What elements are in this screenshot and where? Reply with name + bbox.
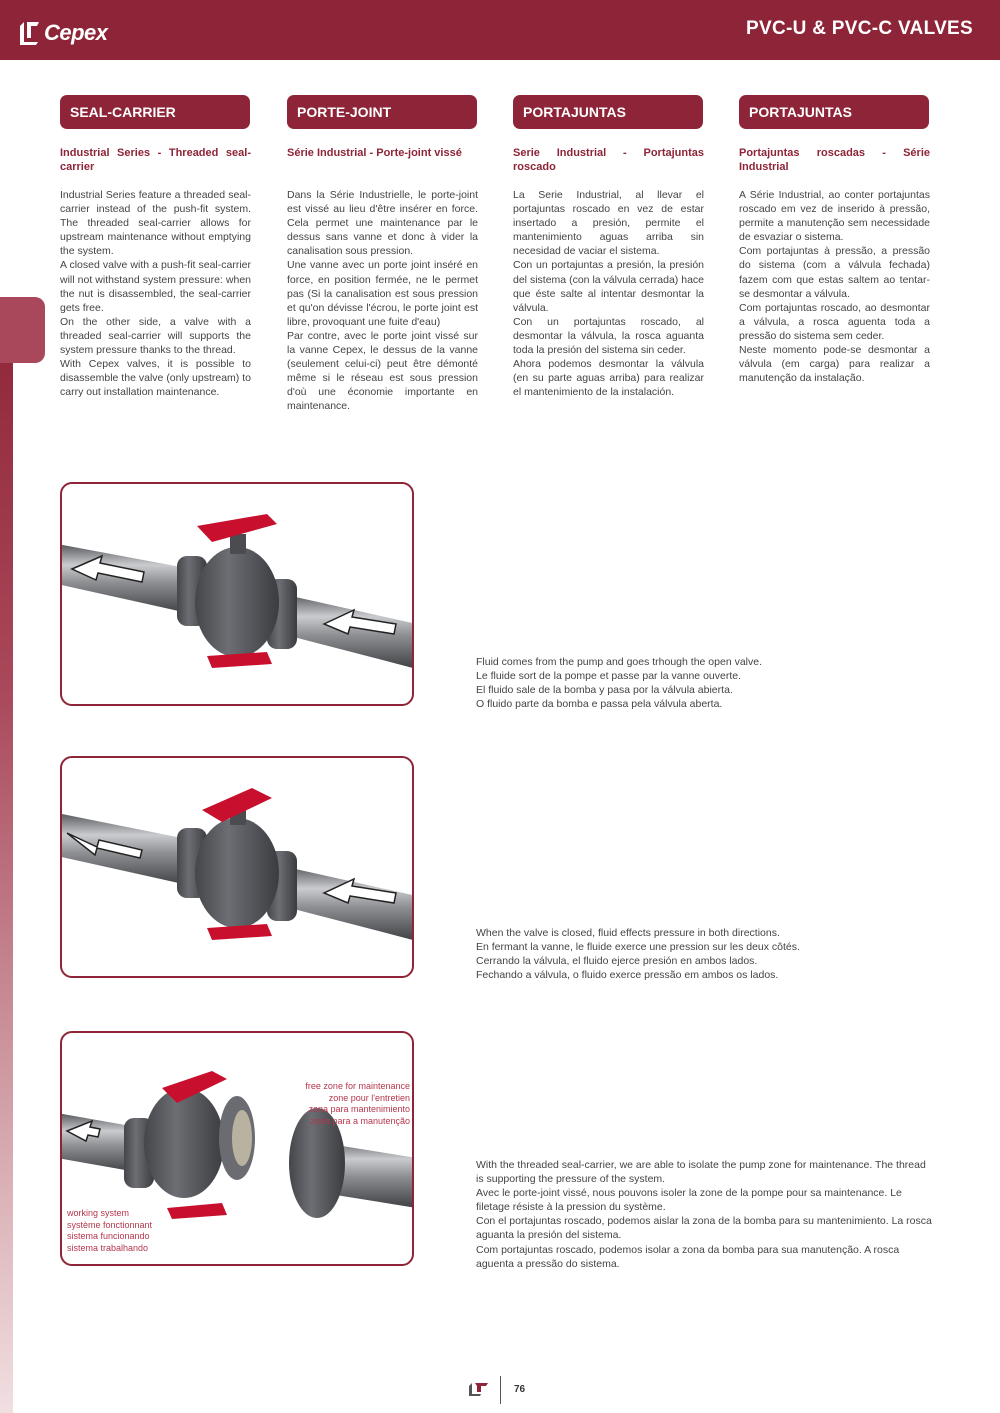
- column-heading-es: PORTAJUNTAS: [513, 95, 703, 129]
- column-subheading-fr: Série Industrial - Porte-joint vissé: [287, 147, 462, 159]
- paragraph: Dans la Série Industrielle, le porte-joint est vissé au lieu d'être insérer en force. Cela permet une maintenance par le dessus sans vanne et donc à vider la canalisation sous pression.: [287, 189, 478, 258]
- side-gradient-bar: [0, 297, 13, 1413]
- caption-line: Avec le porte-joint vissé, nous pouvons isoler la zone de la pompe pour sa maintenance. Le filetage résiste à la pression du système.: [476, 1187, 902, 1214]
- caption-line: Cerrando la válvula, el fluido ejerce presión en ambos lados.: [476, 955, 758, 968]
- label-line: sistema funcionando: [67, 1231, 150, 1241]
- label-line: zone pour l'entretien: [328, 1092, 410, 1103]
- caption-line: En fermant la vanne, le fluide exerce une pression sur les deux côtés.: [476, 941, 800, 954]
- paragraph: Une vanne avec un porte joint inséré en force, en position fermée, ne le permet pas (Si la canalisation est sous pression et qu'on dévisse l'écrou, le porte joint est libre, provoquant une fuite d'eau): [287, 259, 478, 328]
- paragraph: With Cepex valves, it is possible to disassemble the valve (only upstream) to carry out installation maintenance.: [60, 358, 251, 399]
- cepex-logo-icon: [18, 20, 40, 46]
- caption-open-valve: [476, 655, 936, 711]
- footer-logo-icon: [468, 1382, 490, 1396]
- caption-line: Fechando a válvula, o fluido exerce pressão em ambos os lados.: [476, 969, 779, 982]
- caption-line: El fluido sale de la bomba y pasa por la válvula abierta.: [476, 684, 733, 697]
- caption-line: Le fluide sort de la pompe et passe par la vanne ouverte.: [476, 670, 742, 683]
- paragraph: Industrial Series feature a threaded seal-carrier instead of the push-fit system. The threaded seal-carrier allows for upstream maintenance without emptying the system.: [60, 189, 251, 258]
- paragraph: Par contre, avec le porte joint vissé sur la vanne Cepex, le dessus de la vanne (seulement celui-ci) peut être démonté même si le réseau est sous pression d'où une économie importante en maintenance.: [287, 329, 478, 413]
- column-body-pt: [739, 188, 930, 385]
- column-heading-pt: PORTAJUNTAS: [739, 95, 929, 129]
- column-body-fr: [287, 188, 478, 414]
- side-tab: [0, 297, 45, 363]
- column-heading-fr: PORTE-JOINT: [287, 95, 477, 129]
- paragraph: On the other side, a valve with a threaded seal-carrier will supports the system pressure thanks to the thread.: [60, 315, 251, 357]
- paragraph: A closed valve with a push-fit seal-carrier will not withstand system pressure: when the nut is disassembled, the seal-carrier gets free.: [60, 259, 251, 314]
- column-subheading-en: Industrial Series - Threaded seal-carrier: [60, 147, 251, 173]
- working-system-label: [67, 1208, 197, 1254]
- column-body-en: [60, 188, 251, 399]
- column-heading-en: SEAL-CARRIER: [60, 95, 250, 129]
- label-line: sistema trabalhando: [67, 1242, 149, 1253]
- paragraph: Ahora podemos desmontar la válvula (en su parte aguas arriba) para realizar el mantenimiento de la instalación.: [513, 358, 704, 399]
- paragraph: Com portajuntas à pressão, a pressão do sistema (com a válvula fechada) fazem com que estas saltem ao tentar-se desmontar a válvula.: [739, 245, 930, 300]
- paragraph: A Série Industrial, ao conter portajuntas roscado em vez de inserido à pressão, permite a manutenção sem necessidade de esvaziar o sistema.: [739, 189, 930, 244]
- valve-body: [195, 818, 279, 928]
- paragraph: Com portajuntas roscado, ao desmontar a válvula, a rosca aguenta toda a pressão do sistema sem ceder.: [739, 301, 930, 342]
- caption-disassembled: [476, 1158, 936, 1271]
- caption-line: Com portajuntas roscado, podemos isolar a zona da bomba para sua manutenção. A rosca aguenta a pressão do sistema.: [476, 1243, 900, 1270]
- footer-divider: [500, 1376, 501, 1404]
- label-line: working system: [67, 1208, 130, 1218]
- paragraph: Neste momento pode-se desmontar a válvula (em carga) para realizar a manutenção da instalação.: [739, 344, 930, 385]
- label-line: free zone for maintenance: [305, 1081, 410, 1091]
- column-body-es: [513, 188, 704, 399]
- page-number: 76: [514, 1384, 526, 1395]
- caption-line: O fluido parte da bomba e passa pela válvula aberta.: [476, 698, 723, 711]
- closed-valve-illustration: [60, 756, 414, 978]
- handle-bottom: [207, 652, 272, 668]
- caption-closed-valve: [476, 926, 936, 982]
- logo-text: Cepex: [44, 20, 108, 45]
- free-zone-label: [258, 1081, 410, 1127]
- caption-line: When the valve is closed, fluid effects pressure in both directions.: [476, 927, 780, 939]
- caption-line: With the threaded seal-carrier, we are able to isolate the pump zone for maintenance. The thread is supporting the pressure of the system.: [476, 1159, 926, 1186]
- valve-stem: [230, 534, 246, 554]
- handle-bottom: [207, 924, 272, 940]
- page-header: [0, 0, 1000, 60]
- label-line: zona para a manutenção: [310, 1115, 410, 1126]
- page-title: PVC-U & PVC-C VALVES: [746, 18, 973, 39]
- open-valve-illustration: [60, 482, 414, 706]
- caption-line: Con el portajuntas roscado, podemos aislar la zona de la bomba para su mantenimiento. La rosca aguanta la presión del sistema.: [476, 1215, 932, 1242]
- valve-body: [144, 1088, 224, 1198]
- label-line: zona para mantenimiento: [308, 1104, 410, 1114]
- paragraph: Con un portajuntas roscado, al desmontar la válvula, la rosca aguanta toda la presión del sistema sin ceder.: [513, 315, 704, 357]
- seal-carrier-thread: [232, 1110, 252, 1166]
- cepex-logo: [18, 20, 108, 46]
- label-line: système fonctionnant: [67, 1219, 153, 1230]
- column-subheading-es: Serie Industrial - Portajuntas roscado: [513, 147, 704, 173]
- column-subheading-pt: Portajuntas roscadas - Série Industrial: [739, 147, 930, 173]
- caption-line: Fluid comes from the pump and goes trhough the open valve.: [476, 656, 763, 668]
- paragraph: Con un portajuntas a presión, la presión del sistema (con la válvula cerrada) hace que éste salte al intentar desmontar la válvula.: [513, 259, 704, 314]
- valve-body: [195, 547, 279, 657]
- paragraph: La Serie Industrial, al llevar el portajuntas roscado en vez de estar insertado a presión, permite el mantenimiento aguas arriba sin necesidad de vaciar el sistema.: [513, 189, 704, 258]
